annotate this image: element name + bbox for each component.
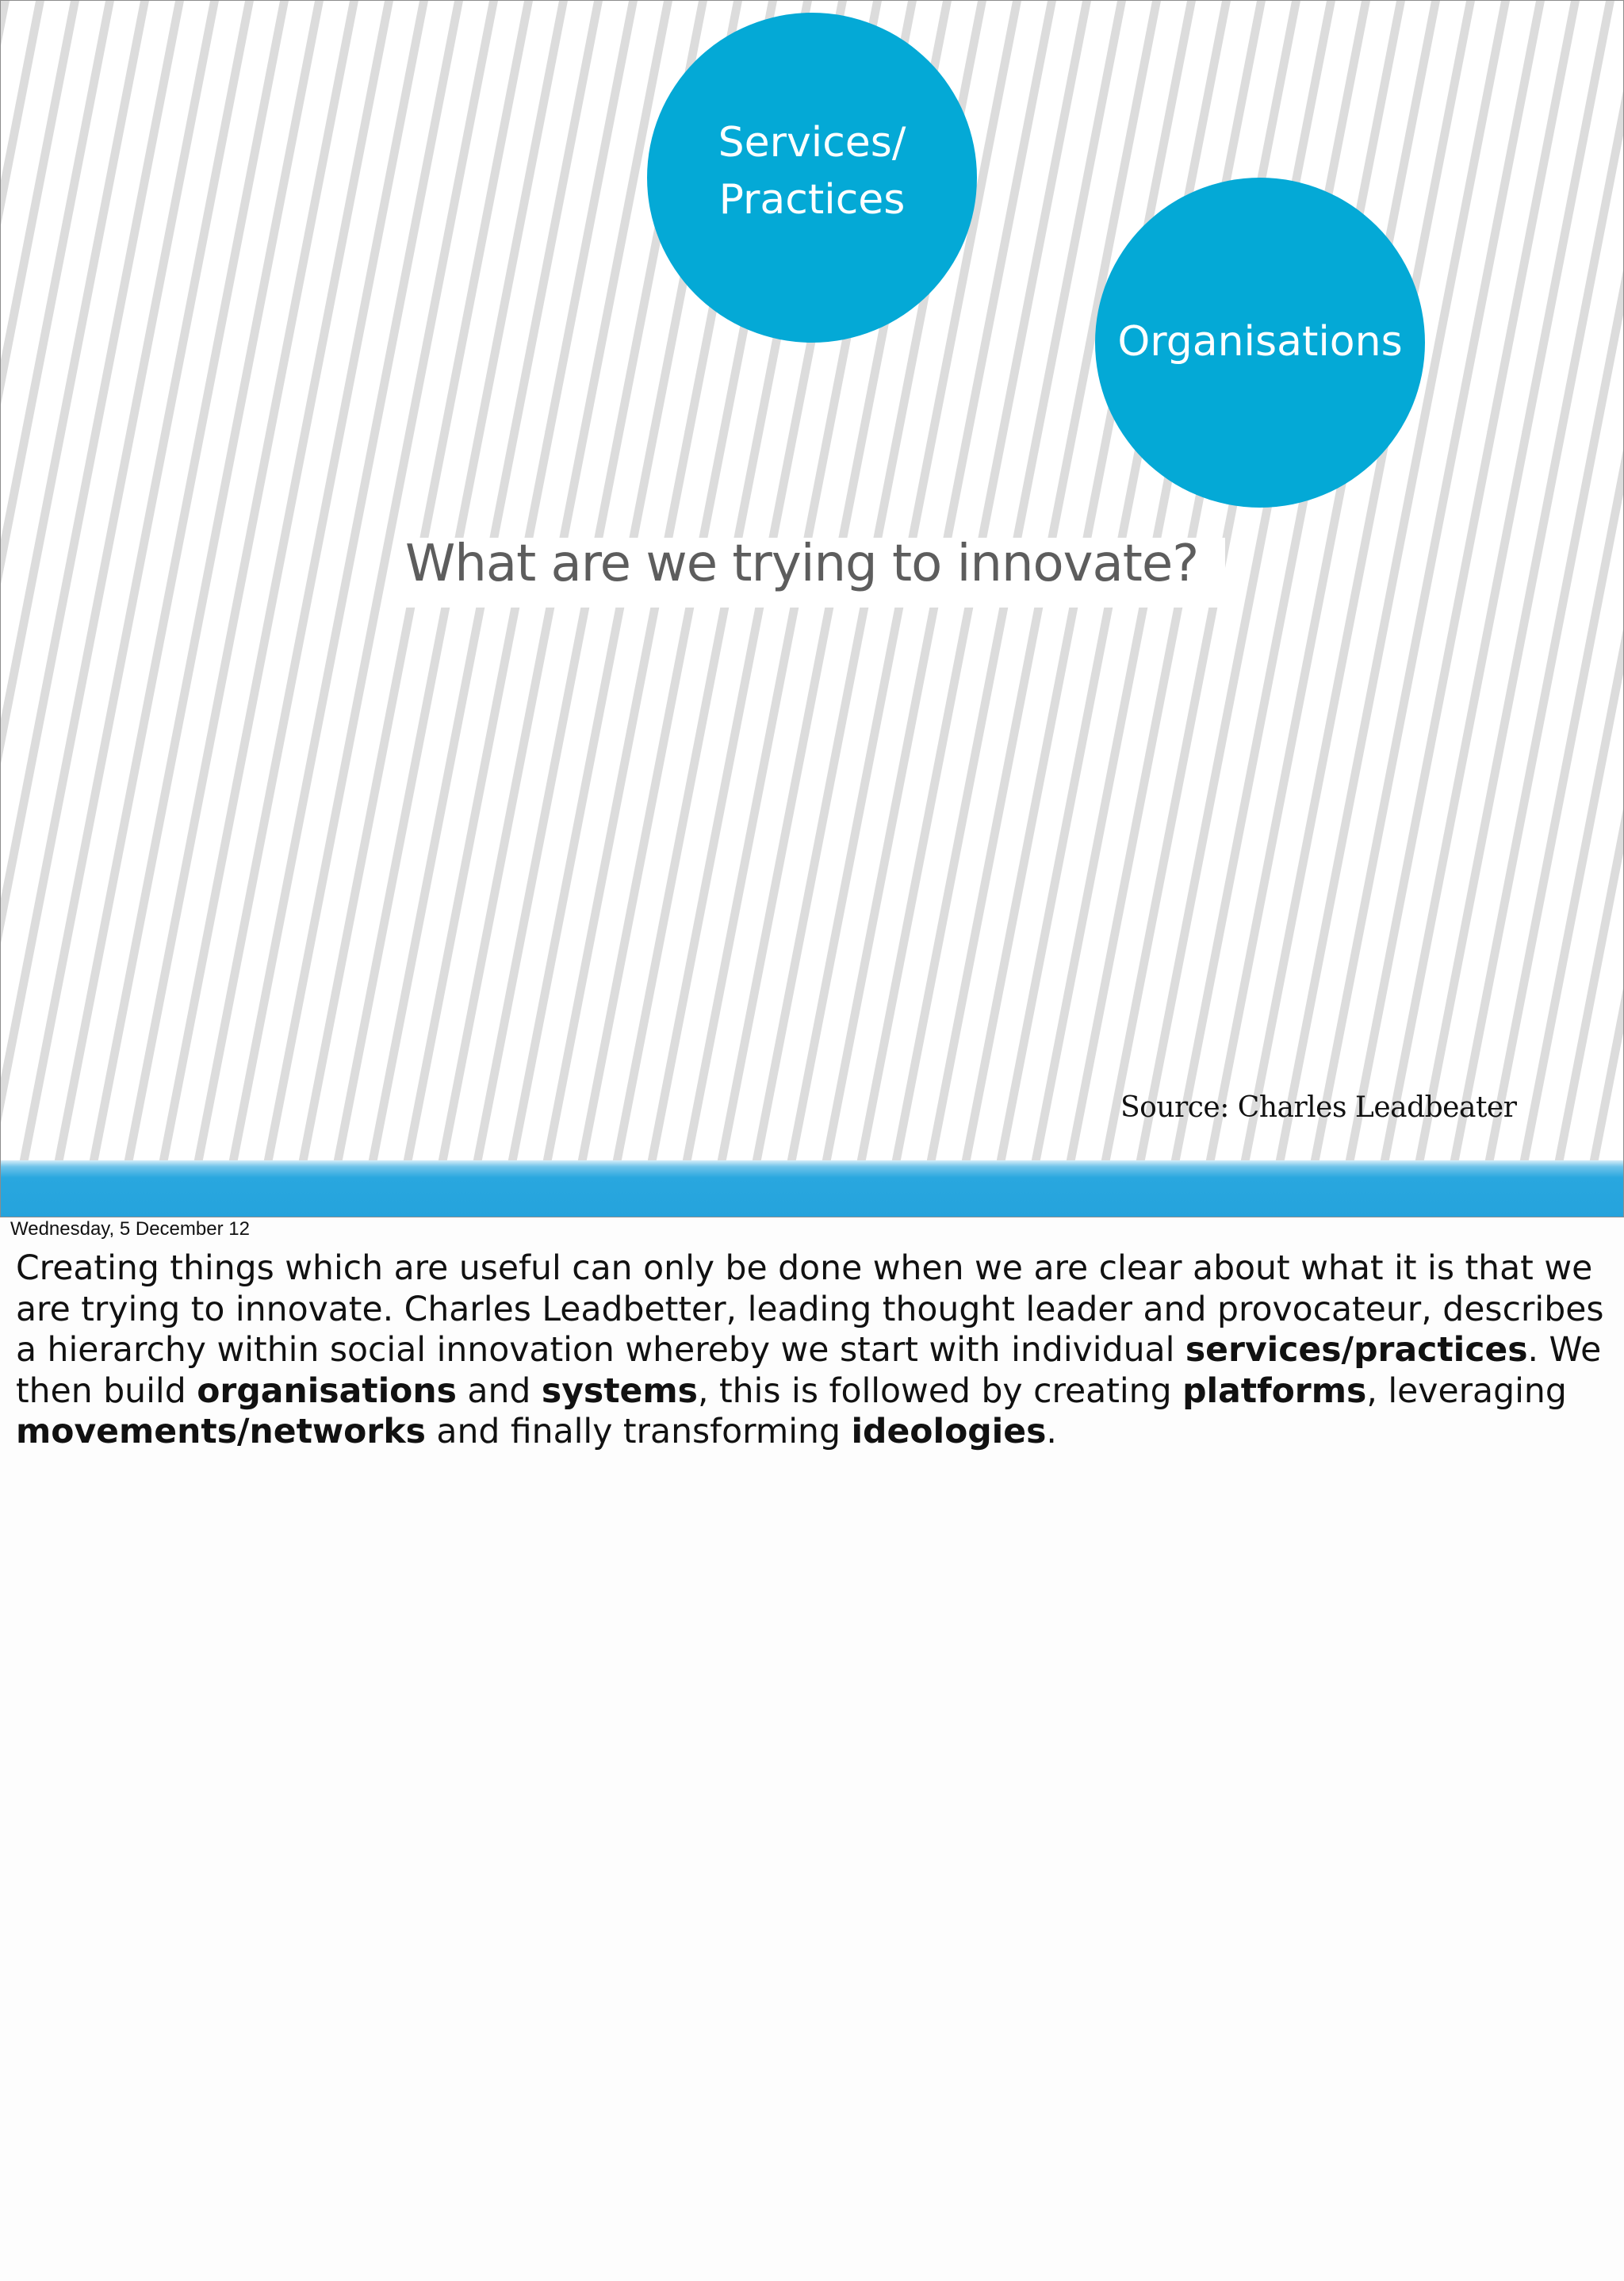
- notes-text: and finally transforming: [425, 1413, 852, 1451]
- slide-date: Wednesday, 5 December 12: [10, 1218, 250, 1240]
- bottom-band: [1, 1160, 1623, 1217]
- speaker-notes: [16, 1248, 1610, 1453]
- organisations-circle: [1095, 178, 1425, 508]
- notes-text: , leveraging: [1366, 1371, 1567, 1411]
- source-credit: Source: Charles Leadbeater: [1120, 1091, 1517, 1124]
- practices-label: Practices: [718, 176, 906, 224]
- organisations-label: Organisations: [1117, 318, 1403, 366]
- notes-text: , this is followed by creating: [697, 1371, 1183, 1411]
- notes-text: .: [1046, 1413, 1057, 1451]
- notes-text: Creating things which are useful can only be done when we are clear about what it is that we are trying to innovate. Charles Leadbetter, leading thought leader and provocateur, describes a hierarchy within social innovation whereby we start with individual: [16, 1249, 1604, 1370]
- slide-question: What are we trying to innovate?: [405, 535, 1199, 593]
- notes-text: . We then build: [16, 1331, 1602, 1411]
- notes-text: and: [456, 1371, 542, 1411]
- notes-bold-organisations: organisations: [197, 1371, 457, 1411]
- notes-bold-services-practices: services/practices: [1185, 1331, 1528, 1370]
- notes-bold-movements-networks: movements/networks: [16, 1413, 426, 1451]
- notes-bold-systems: systems: [541, 1371, 698, 1411]
- services-practices-circle: [647, 13, 977, 343]
- services-label: Services/: [718, 119, 906, 167]
- notes-bold-platforms: platforms: [1182, 1371, 1367, 1411]
- notes-bold-ideologies: ideologies: [851, 1413, 1047, 1451]
